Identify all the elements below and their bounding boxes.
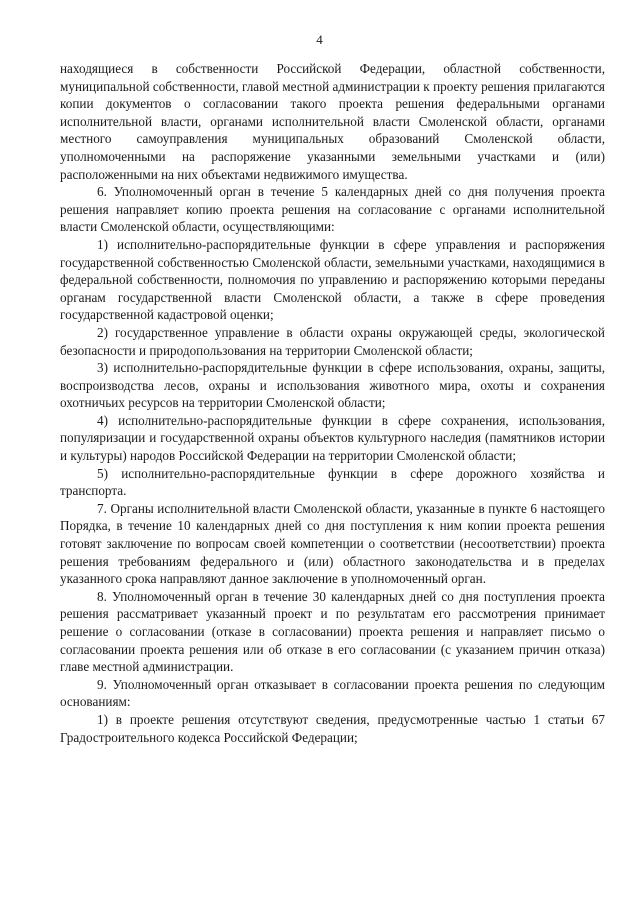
paragraph-continuation: находящиеся в собственности Российской Федерации, областной собственности, муниципальной собственности, главой местной администрации к проекту решения прилагаются копии документов о согласовании такого проекта решения федеральными органами исполнительной власти, органами исполнительной власти Смоленской области, органами местного самоуправления муниципальных образований Смоленской области, уполномоченными на распоряжение указанными земельными участками и (или) расположенными на них объектами недвижимого имущества.: [60, 61, 605, 182]
subitem-6-2: 2) государственное управление в области охраны окружающей среды, экологической безопасности и природопользования на территории Смоленской области;: [60, 324, 605, 358]
paragraph-item-6: 6. Уполномоченный орган в течение 5 календарных дней со дня получения проекта решения направляет копию проекта решения на согласование с органами исполнительной власти Смоленской области, осуществляющими:: [60, 184, 605, 235]
subitem-6-3: 3) исполнительно-распорядительные функции в сфере использования, охраны, защиты, воспроизводства лесов, охраны и использования животного мира, охоты и сохранения охотничьих ресурсов на территории Смоленской области;: [60, 360, 605, 411]
subitem-9-1: 1) в проекте решения отсутствуют сведения, предусмотренные частью 1 статьи 67 Градостроительного кодекса Российской Федерации;: [60, 711, 605, 745]
paragraph-item-9: 9. Уполномоченный орган отказывает в согласовании проекта решения по следующим основаниям:: [60, 676, 605, 710]
paragraph-item-8: 8. Уполномоченный орган в течение 30 календарных дней со дня поступления проекта решения рассматривает указанный проект и по результатам его рассмотрения принимает решение о согласовании (отказе в согласовании) проекта решения и направляет письмо о согласовании проекта решения или об отказе в его согласовании (с указанием причин отказа) главе местной администрации.: [60, 588, 605, 675]
page-number: 4: [316, 32, 323, 47]
subitem-6-1: 1) исполнительно-распорядительные функции в сфере управления и распоряжения государственной собственностью Смоленской области, земельными участками, находящимися в федеральной собственности, полномочия по управлению и распоряжению которыми переданы органам государственной власти Смоленской области, а также в сфере проведения государственной кадастровой оценки;: [60, 236, 605, 323]
subitem-6-4: 4) исполнительно-распорядительные функции в сфере сохранения, использования, популяризации и государственной охраны объектов культурного наследия (памятников истории и культуры) народов Российской Федерации на территории Смоленской области;: [60, 412, 605, 464]
paragraph-item-7: 7. Органы исполнительной власти Смоленской области, указанные в пункте 6 настоящего Порядка, в течение 10 календарных дней со дня поступления к ним копии проекта решения готовят заключение по вопросам своей компетенции о соответствии (несоответствии) проекта решения требованиям федерального и (или) областного законодательства и в пределах указанного срока направляют данное заключение в уполномоченный орган.: [60, 500, 605, 587]
document-body: [60, 60, 605, 746]
subitem-6-5: 5) исполнительно-распорядительные функции в сфере дорожного хозяйства и транспорта.: [60, 465, 605, 499]
